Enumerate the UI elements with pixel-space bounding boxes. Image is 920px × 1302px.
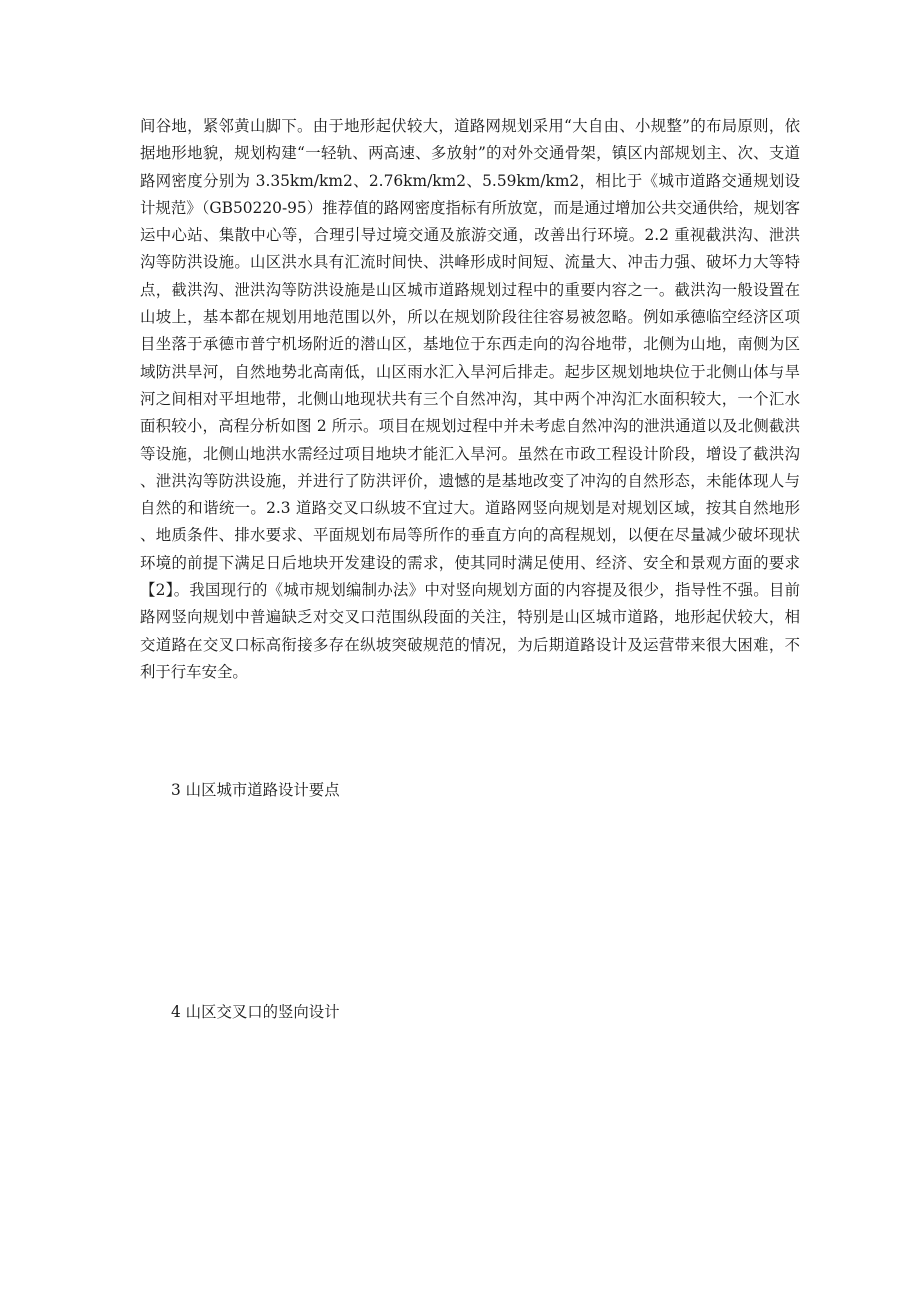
section-heading-3: 3 山区城市道路设计要点 [171,781,340,799]
section-heading-4: 4 山区交叉口的竖向设计 [171,1003,340,1021]
body-paragraph: 间谷地，紧邻黄山脚下。由于地形起伏较大，道路网规划采用“大自由、小规整”的布局原则，依据地形地貌，规划构建“一轻轨、两高速、多放射”的对外交通骨架，镇区内部规划主、次、支道路网密度分别为 3.35km/km2、2.76km/km2、5.59km/km2，相比于《城市道路交通规划设计规范》（GB50220-95）推荐值的路网密度指标有所放宽，而是通过增加公共交通供给，规划客运中心站、集散中心等，合理引导过境交通及旅游交通，改善出行环境。2.2 重视截洪沟、泄洪沟等防洪设施。山区洪水具有汇流时间快、洪峰形成时间短、流量大、冲击力强、破坏力大等特点，截洪沟、泄洪沟等防洪设施是山区城市道路规划过程中的重要内容之一。截洪沟一般设置在山坡上，基本都在规划用地范围以外，所以在规划阶段往往容易被忽略。例如承德临空经济区项目坐落于承德市普宁机场附近的潜山区，基地位于东西走向的沟谷地带，北侧为山地，南侧为区域防洪旱河，自然地势北高南低，山区雨水汇入旱河后排走。起步区规划地块位于北侧山体与旱河之间相对平坦地带，北侧山地现状共有三个自然冲沟，其中两个冲沟汇水面积较大，一个汇水面积较小，高程分析如图 2 所示。项目在规划过程中并未考虑自然冲沟的泄洪通道以及北侧截洪等设施，北侧山地洪水需经过项目地块才能汇入旱河。虽然在市政工程设计阶段，增设了截洪沟、泄洪沟等防洪设施，并进行了防洪评价，遗憾的是基地改变了冲沟的自然形态，未能体现人与自然的和谐统一。2.3 道路交叉口纵坡不宜过大。道路网竖向规划是对规划区域，按其自然地形、地质条件、排水要求、平面规划布局等所作的垂直方向的高程规划，以便在尽量减少破坏现状环境的前提下满足日后地块开发建设的需求，使其同时满足使用、经济、安全和景观方面的要求【2】。我国现行的《城市规划编制办法》中对竖向规划方面的内容提及很少，指导性不强。目前路网竖向规划中普遍缺乏对交叉口范围纵段面的关注，特别是山区城市道路，地形起伏较大，相交道路在交叉口标高衔接多存在纵坡突破规范的情况，为后期道路设计及运营带来很大困难，不利于行车安全。 [140,117,800,681]
